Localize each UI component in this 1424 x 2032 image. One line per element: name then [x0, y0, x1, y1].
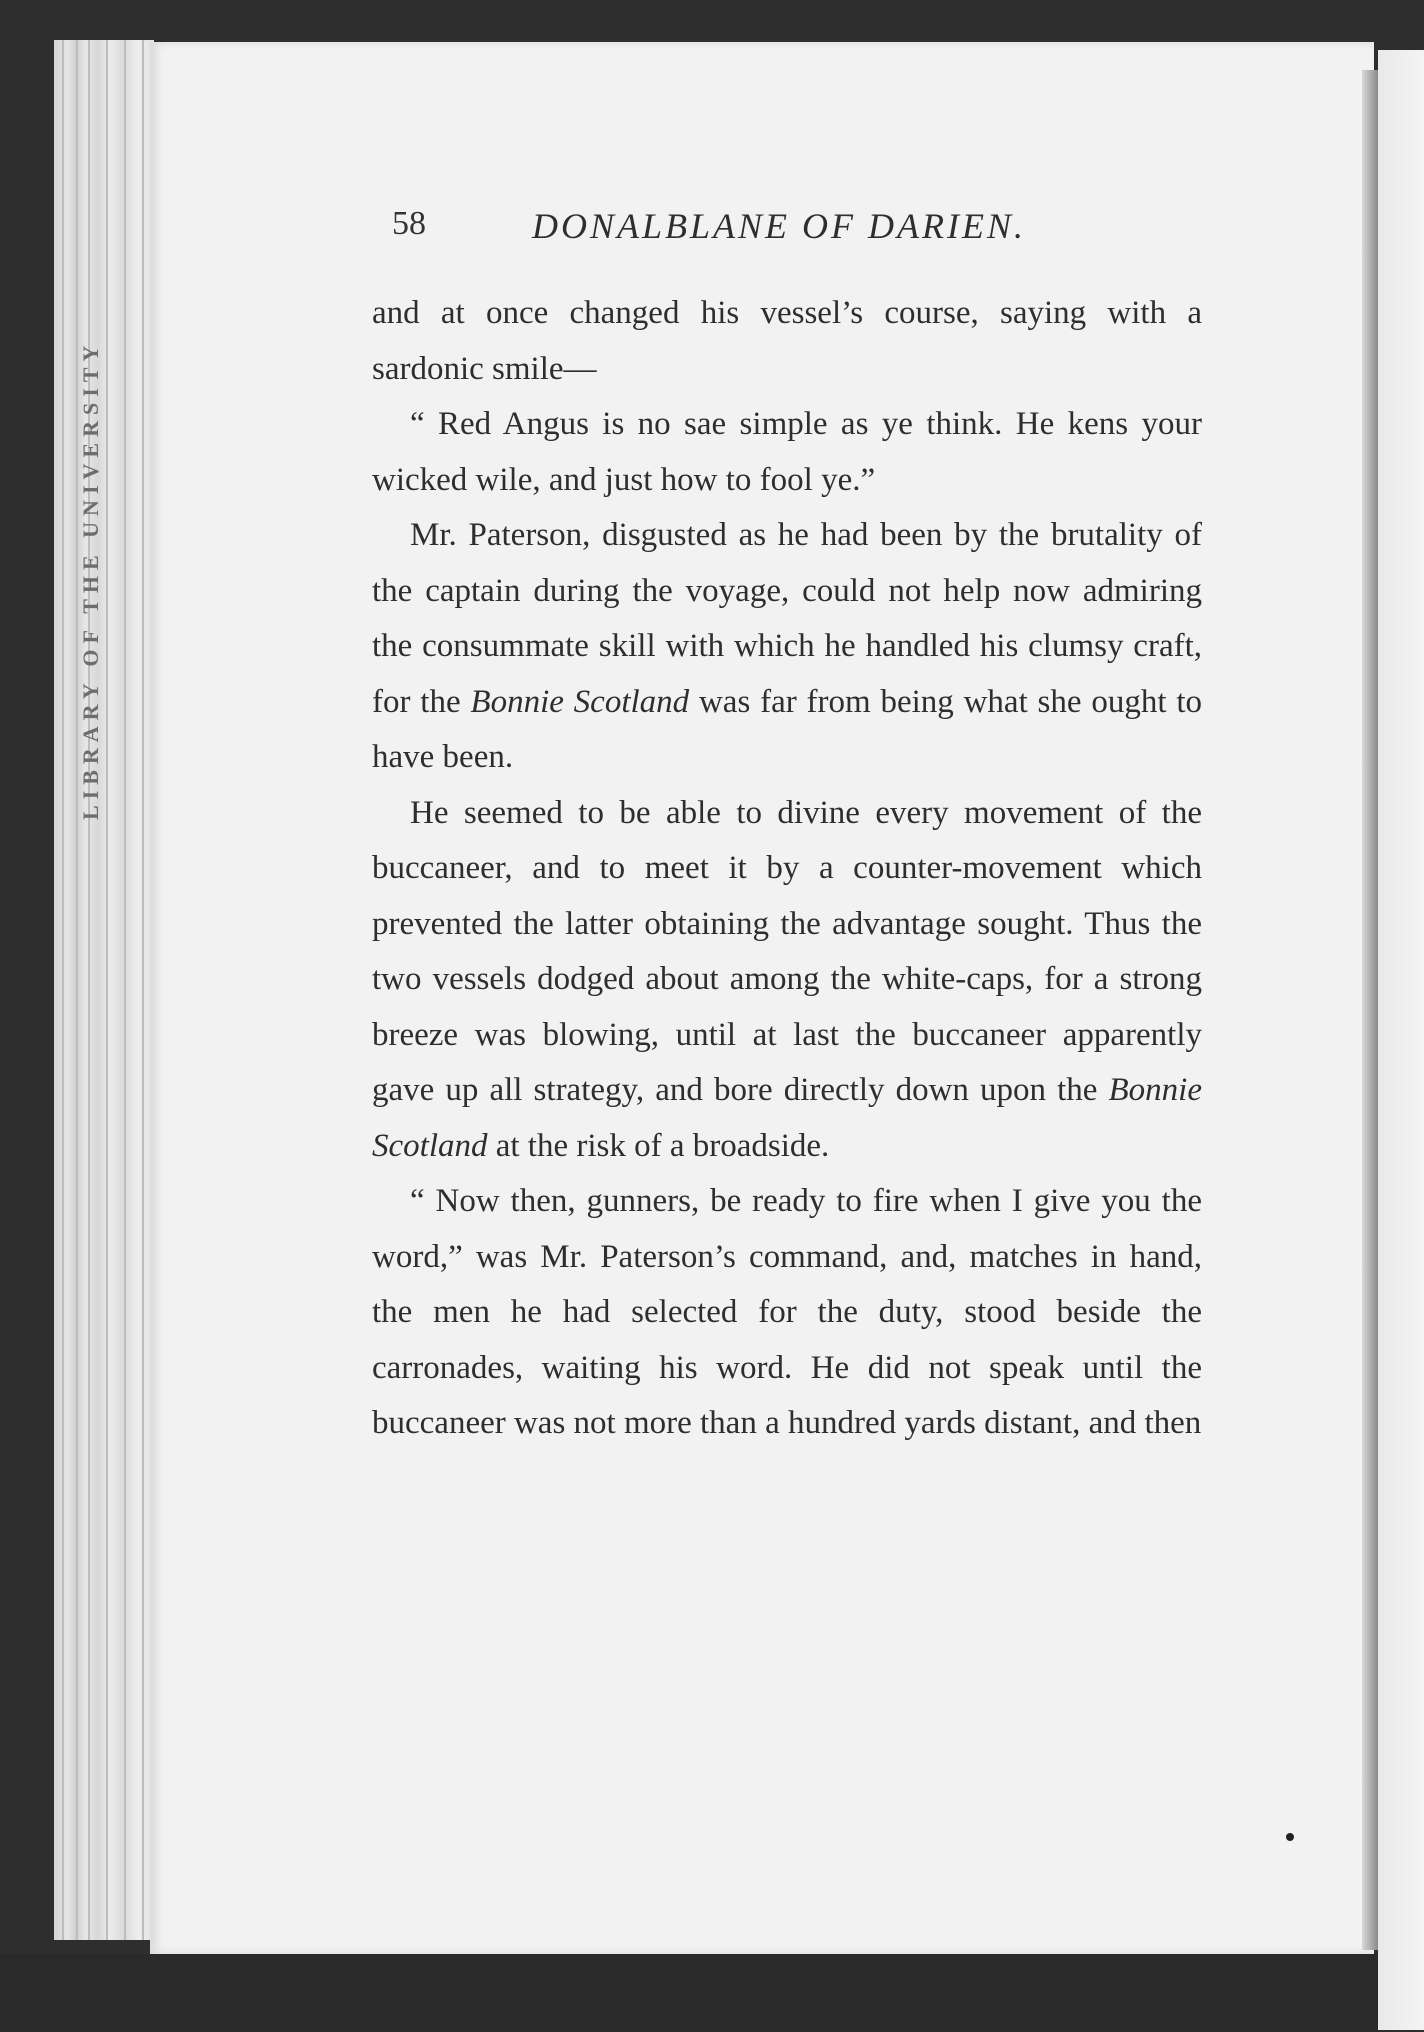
paragraph-5: “ Now then, gunners, be ready to fire when I give you the word,” was Mr. Paterson’s command, and, matches in hand, the men he had selected for the duty, stood beside the carronades, waiting his word. He did not speak until the buccaneer was not more than a hundred yards distant, and then	[372, 1183, 1202, 1441]
gutter-shadow	[1362, 70, 1378, 1950]
page-edge-line	[76, 40, 78, 1940]
paragraph-4-text: He seemed to be able to divine every movement of the buccaneer, and to meet it by a counter-movement which prevented the latter obtaining the advantage sought. Thus the two vessels dodged about among the white-caps, for a strong breeze was blowing, until at last the buccaneer apparently gave up all strategy, and bore directly down upon the	[372, 794, 1202, 1108]
page-number: 58	[392, 205, 426, 242]
page-edge-line	[124, 40, 126, 1940]
page-edge-line	[142, 40, 144, 1940]
library-stamp: LIBRARY OF THE UNIVERSITY	[78, 339, 103, 820]
ship-name: Bonnie Scotland	[470, 683, 690, 720]
body-text	[372, 286, 1202, 1452]
paragraph-4-text-end: at the risk of a broadside.	[487, 1127, 830, 1164]
ink-speck	[1286, 1833, 1294, 1841]
paragraph-3-text: Mr. Paterson, disgusted as he had been by the brutality of the captain during the voyage, could not help now admiring the consummate skill with which he handled his clumsy craft, for the	[372, 517, 1202, 720]
paragraph-3	[372, 508, 1202, 786]
scan-bottom-border	[0, 1954, 1378, 2032]
facing-page	[1378, 50, 1424, 2030]
book-title: DONALBLANE OF DARIEN.	[532, 206, 1026, 246]
running-head	[392, 205, 1092, 265]
paragraph-4	[372, 786, 1202, 1175]
ship-name: Bonnie Scotland	[372, 1072, 1202, 1164]
page-edges	[54, 40, 154, 1940]
page-edge-line	[62, 40, 64, 1940]
paragraph-2: “ Red Angus is no sae simple as ye think. He kens your wicked wile, and just how to fool ye.”	[372, 406, 1202, 498]
paragraph-1: and at once changed his vessel’s course, saying with a sardonic smile—	[372, 295, 1202, 387]
page-edge-line	[88, 40, 90, 1940]
page-edge-line	[106, 40, 108, 1940]
paragraph-3-text-end: was far from being what she ought to have been.	[372, 683, 1202, 775]
